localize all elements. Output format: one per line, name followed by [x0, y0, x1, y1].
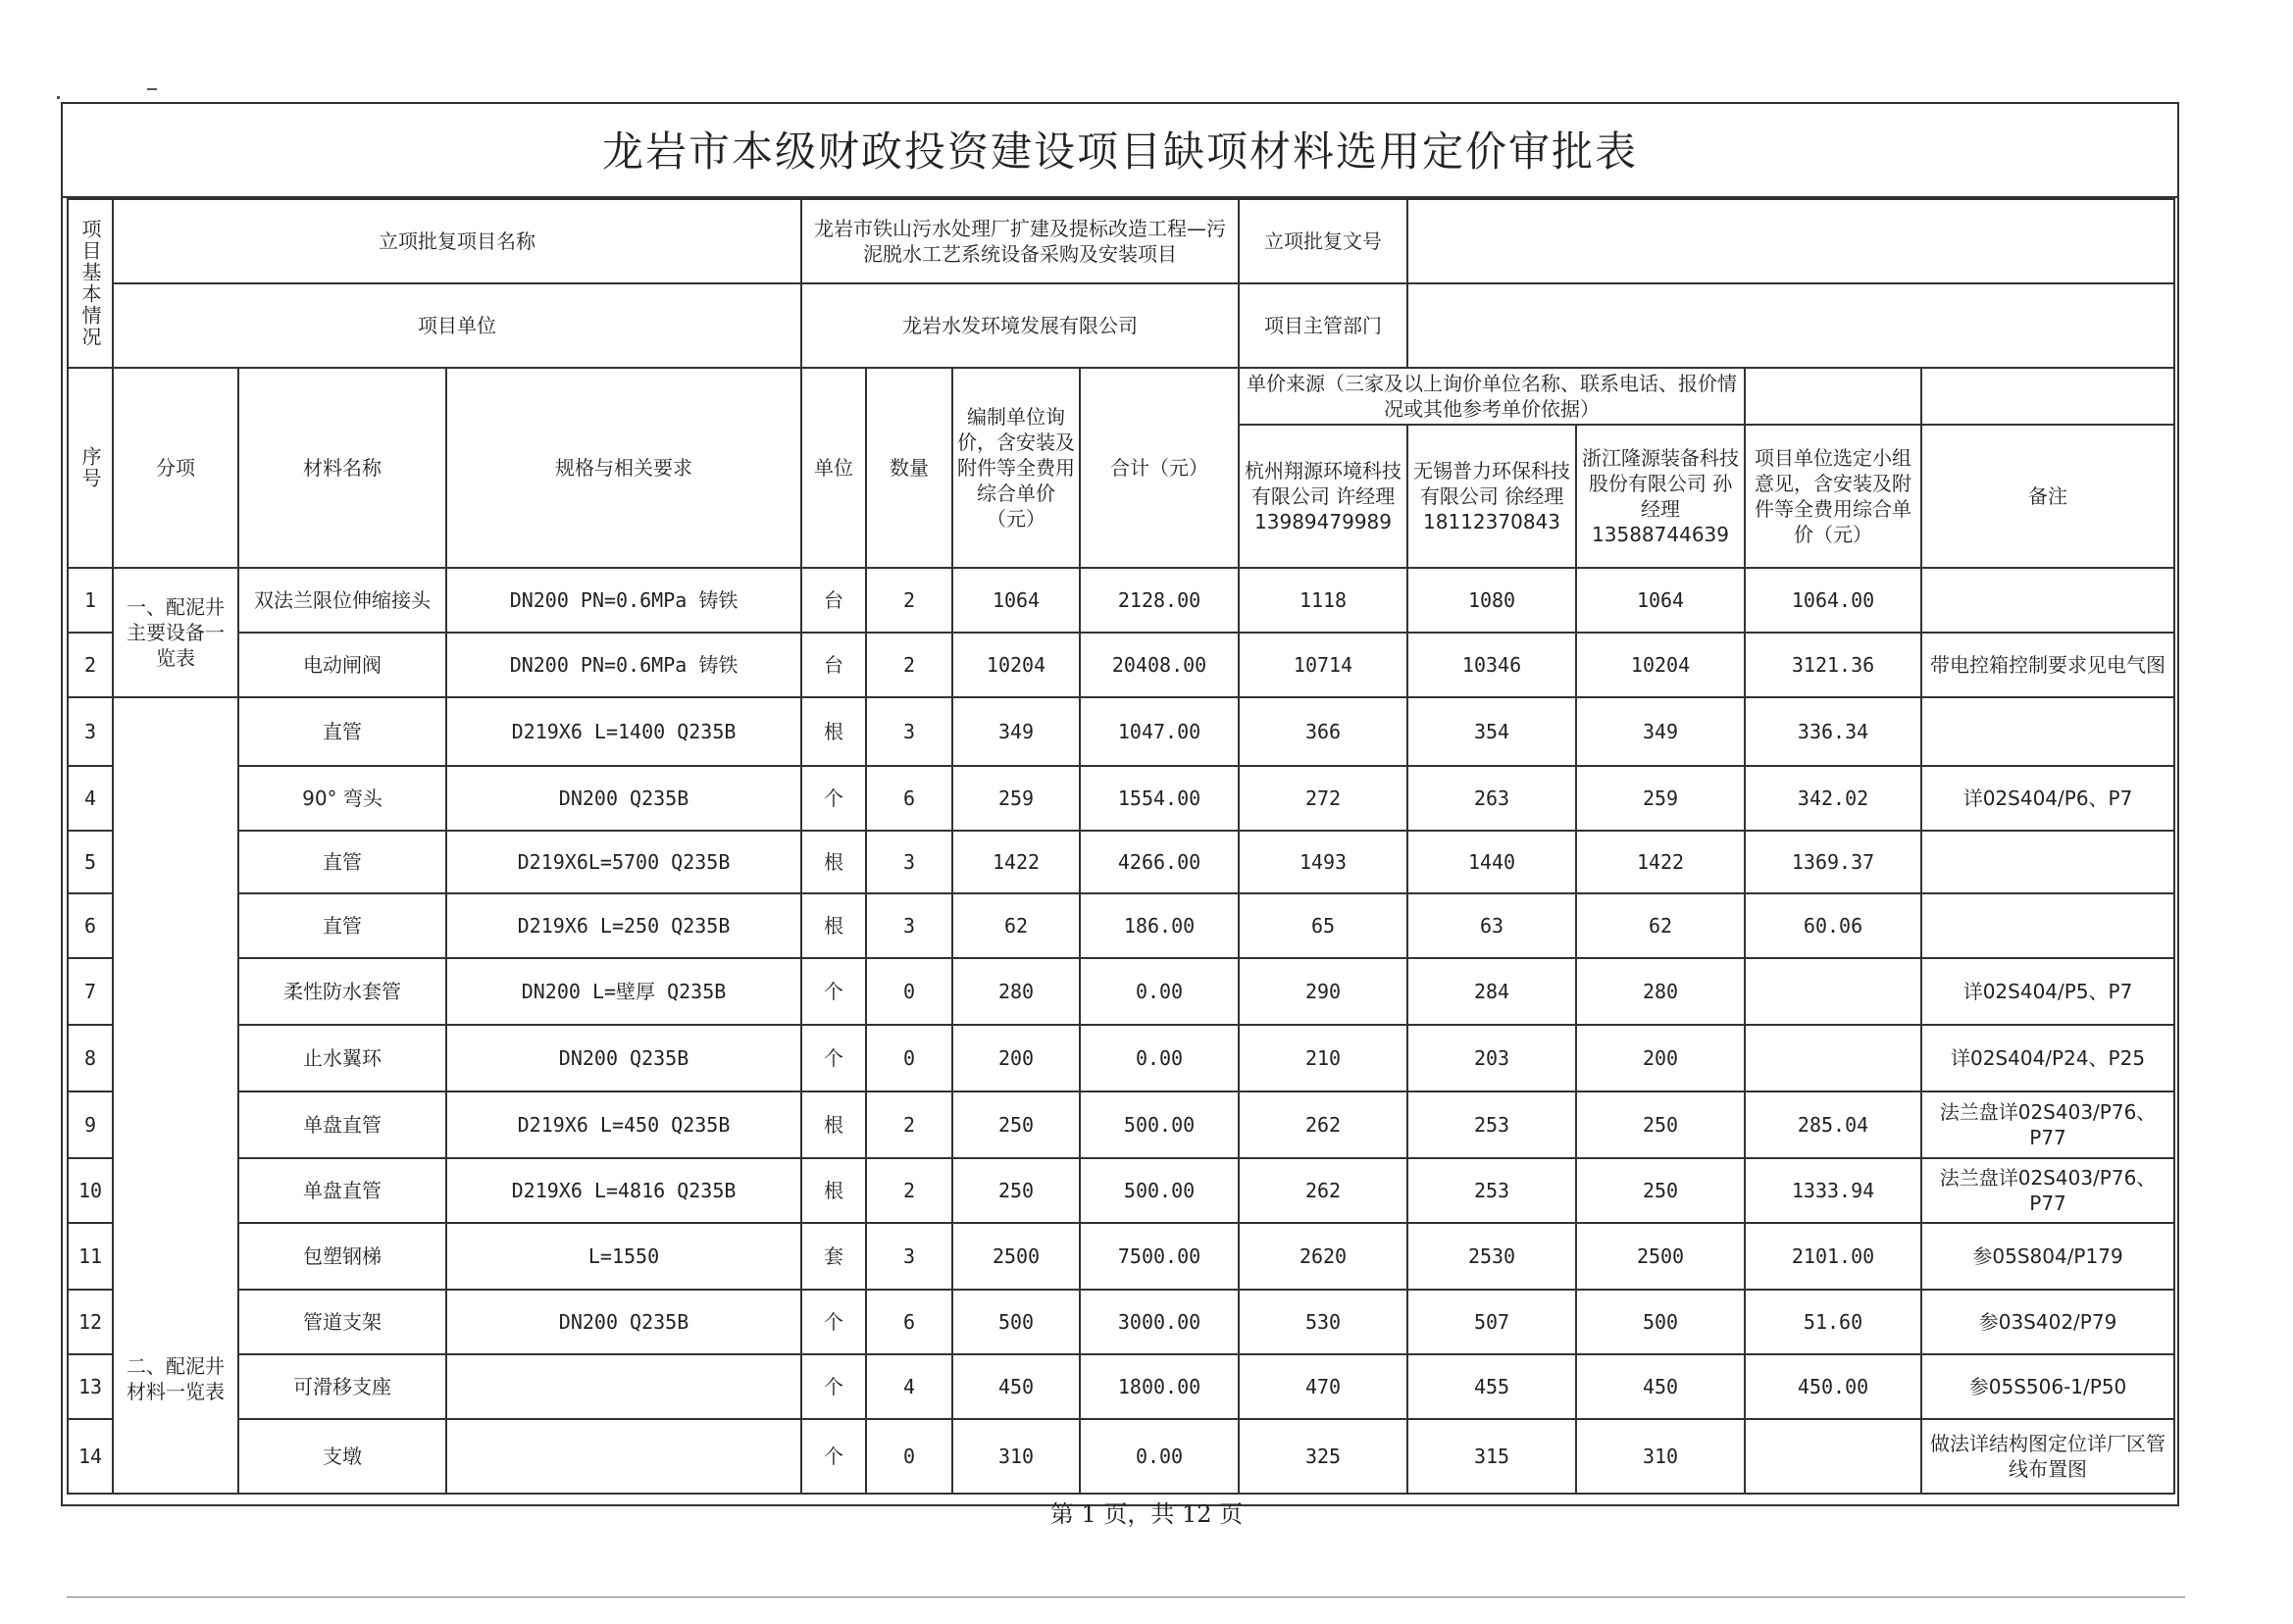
- seq-cell: 14: [68, 1419, 113, 1494]
- material-cell: 电动闸阀: [238, 633, 446, 697]
- header-supplier-1: 杭州翔源环境科技有限公司 许经理 13989479989: [1239, 425, 1407, 568]
- header-compile-price: 编制单位询价，含安装及附件等全费用综合单价（元）: [952, 368, 1080, 568]
- table-row: [68, 766, 2174, 831]
- supplier-3-price: 1064: [1576, 568, 1745, 633]
- table-row: [68, 893, 2174, 958]
- spec-cell: DN200 Q235B: [446, 766, 801, 831]
- spec-cell: DN200 Q235B: [446, 1025, 801, 1091]
- compile-price-cell: 310: [952, 1419, 1080, 1494]
- material-cell: 止水翼环: [238, 1025, 446, 1091]
- compile-price-cell: 500: [952, 1290, 1080, 1354]
- remark-cell: 带电控箱控制要求见电气图: [1921, 633, 2174, 697]
- table-row: [68, 1223, 2174, 1290]
- material-cell: 单盘直管: [238, 1158, 446, 1223]
- table-row: [68, 1290, 2174, 1354]
- header-selected-top: [1745, 368, 1921, 425]
- unit-cell: 个: [801, 958, 866, 1025]
- supplier-3-price: 280: [1576, 958, 1745, 1025]
- supplier-1-price: 1118: [1239, 568, 1407, 633]
- qty-cell: 2: [866, 633, 952, 697]
- unit-cell: 个: [801, 1025, 866, 1091]
- remark-cell: 参05S506-1/P50: [1921, 1354, 2174, 1419]
- table-row: [68, 1091, 2174, 1158]
- selected-price-cell: 1333.94: [1745, 1158, 1921, 1223]
- supplier-1-price: 65: [1239, 893, 1407, 958]
- table-row: [68, 1354, 2174, 1419]
- total-cell: 4266.00: [1080, 831, 1239, 893]
- page-footer: 第 1 页，共 12 页: [1049, 1500, 1244, 1528]
- compile-price-cell: 10204: [952, 633, 1080, 697]
- supplier-2-price: 1080: [1407, 568, 1576, 633]
- dept-value: [1407, 283, 2174, 368]
- seq-cell: 9: [68, 1091, 113, 1158]
- header-seq: 序号: [68, 368, 113, 568]
- supplier-3-price: 62: [1576, 893, 1745, 958]
- selected-price-cell: 51.60: [1745, 1290, 1921, 1354]
- unit-cell: 根: [801, 1091, 866, 1158]
- seq-cell: 3: [68, 697, 113, 766]
- table-row: [68, 1025, 2174, 1091]
- supplier-1-price: 366: [1239, 697, 1407, 766]
- remark-cell: 法兰盘详02S403/P76、P77: [1921, 1091, 2174, 1158]
- remark-cell: [1921, 893, 2174, 958]
- header-remark: 备注: [1921, 425, 2174, 568]
- category-cell: 一、配泥井主要设备一览表: [113, 568, 238, 697]
- supplier-3-price: 500: [1576, 1290, 1745, 1354]
- material-cell: 直管: [238, 831, 446, 893]
- remark-cell: 详02S404/P6、P7: [1921, 766, 2174, 831]
- supplier-3-price: 2500: [1576, 1223, 1745, 1290]
- seq-cell: 2: [68, 633, 113, 697]
- qty-cell: 0: [866, 1419, 952, 1494]
- supplier-2-price: 315: [1407, 1419, 1576, 1494]
- table-row: [68, 697, 2174, 766]
- project-unit-label: 项目单位: [113, 283, 801, 368]
- supplier-3-price: 250: [1576, 1091, 1745, 1158]
- seq-cell: 11: [68, 1223, 113, 1290]
- qty-cell: 4: [866, 1354, 952, 1419]
- spec-cell: L=1550: [446, 1223, 801, 1290]
- total-cell: 1800.00: [1080, 1354, 1239, 1419]
- total-cell: 20408.00: [1080, 633, 1239, 697]
- dept-label: 项目主管部门: [1239, 283, 1407, 368]
- material-cell: 支墩: [238, 1419, 446, 1494]
- basic-row-unit: [68, 283, 2174, 368]
- header-remark-top: [1921, 368, 2174, 425]
- table-row: [68, 831, 2174, 893]
- scan-mark: [57, 96, 60, 99]
- seq-cell: 12: [68, 1290, 113, 1354]
- selected-price-cell: 60.06: [1745, 893, 1921, 958]
- unit-cell: 台: [801, 568, 866, 633]
- remark-cell: 详02S404/P24、P25: [1921, 1025, 2174, 1091]
- header-category: 分项: [113, 368, 238, 568]
- total-cell: 0.00: [1080, 1419, 1239, 1494]
- spec-cell: DN200 PN=0.6MPa 铸铁: [446, 568, 801, 633]
- spec-cell: D219X6 L=450 Q235B: [446, 1091, 801, 1158]
- header-unit: 单位: [801, 368, 866, 568]
- unit-cell: 套: [801, 1223, 866, 1290]
- qty-cell: 3: [866, 893, 952, 958]
- material-cell: 可滑移支座: [238, 1354, 446, 1419]
- supplier-2-price: 354: [1407, 697, 1576, 766]
- selected-price-cell: [1745, 958, 1921, 1025]
- compile-price-cell: 2500: [952, 1223, 1080, 1290]
- remark-cell: [1921, 831, 2174, 893]
- supplier-2-price: 2530: [1407, 1223, 1576, 1290]
- total-cell: 0.00: [1080, 958, 1239, 1025]
- remark-cell: 参05S804/P179: [1921, 1223, 2174, 1290]
- supplier-1-price: 10714: [1239, 633, 1407, 697]
- selected-price-cell: 285.04: [1745, 1091, 1921, 1158]
- seq-cell: 8: [68, 1025, 113, 1091]
- unit-cell: 根: [801, 893, 866, 958]
- supplier-1-price: 325: [1239, 1419, 1407, 1494]
- qty-cell: 2: [866, 1158, 952, 1223]
- supplier-2-price: 284: [1407, 958, 1576, 1025]
- project-name-label: 立项批复项目名称: [113, 199, 801, 283]
- approval-table: [67, 198, 2175, 1495]
- spec-cell: D219X6L=5700 Q235B: [446, 831, 801, 893]
- supplier-1-price: 272: [1239, 766, 1407, 831]
- unit-cell: 个: [801, 1419, 866, 1494]
- header-total: 合计（元）: [1080, 368, 1239, 568]
- spec-cell: D219X6 L=4816 Q235B: [446, 1158, 801, 1223]
- qty-cell: 6: [866, 766, 952, 831]
- supplier-3-price: 250: [1576, 1158, 1745, 1223]
- total-cell: 186.00: [1080, 893, 1239, 958]
- total-cell: 2128.00: [1080, 568, 1239, 633]
- total-cell: 500.00: [1080, 1091, 1239, 1158]
- spec-cell: [446, 1354, 801, 1419]
- scan-mark: [147, 88, 157, 90]
- header-supplier-2: 无锡普力环保科技有限公司 徐经理 18112370843: [1407, 425, 1576, 568]
- table-row: [68, 958, 2174, 1025]
- qty-cell: 6: [866, 1290, 952, 1354]
- table-row: [68, 1419, 2174, 1494]
- supplier-3-price: 200: [1576, 1025, 1745, 1091]
- supplier-1-price: 2620: [1239, 1223, 1407, 1290]
- remark-cell: 参03S402/P79: [1921, 1290, 2174, 1354]
- seq-cell: 10: [68, 1158, 113, 1223]
- material-cell: 双法兰限位伸缩接头: [238, 568, 446, 633]
- supplier-1-price: 290: [1239, 958, 1407, 1025]
- spec-cell: D219X6 L=250 Q235B: [446, 893, 801, 958]
- compile-price-cell: 259: [952, 766, 1080, 831]
- compile-price-cell: 349: [952, 697, 1080, 766]
- basic-section-label: 项目基本情况: [68, 199, 113, 368]
- supplier-3-price: 450: [1576, 1354, 1745, 1419]
- material-cell: 直管: [238, 697, 446, 766]
- seq-cell: 4: [68, 766, 113, 831]
- material-cell: 管道支架: [238, 1290, 446, 1354]
- total-cell: 500.00: [1080, 1158, 1239, 1223]
- seq-cell: 6: [68, 893, 113, 958]
- bottom-rule: [67, 1597, 2185, 1598]
- form-title: 龙岩市本级财政投资建设项目缺项材料选用定价审批表: [61, 102, 2179, 198]
- selected-price-cell: 336.34: [1745, 697, 1921, 766]
- project-unit-value: 龙岩水发环境发展有限公司: [801, 283, 1239, 368]
- project-name-value: 龙岩市铁山污水处理厂扩建及提标改造工程—污泥脱水工艺系统设备采购及安装项目: [801, 199, 1239, 283]
- table-row: [68, 568, 2174, 633]
- unit-cell: 根: [801, 697, 866, 766]
- material-cell: 90° 弯头: [238, 766, 446, 831]
- seq-cell: 7: [68, 958, 113, 1025]
- spec-cell: DN200 PN=0.6MPa 铸铁: [446, 633, 801, 697]
- selected-price-cell: 3121.36: [1745, 633, 1921, 697]
- qty-cell: 2: [866, 1091, 952, 1158]
- header-qty: 数量: [866, 368, 952, 568]
- compile-price-cell: 1422: [952, 831, 1080, 893]
- qty-cell: 3: [866, 1223, 952, 1290]
- spec-cell: DN200 L=壁厚 Q235B: [446, 958, 801, 1025]
- selected-price-cell: 342.02: [1745, 766, 1921, 831]
- supplier-2-price: 455: [1407, 1354, 1576, 1419]
- supplier-3-price: 310: [1576, 1419, 1745, 1494]
- selected-price-cell: [1745, 1025, 1921, 1091]
- qty-cell: 0: [866, 958, 952, 1025]
- spec-cell: D219X6 L=1400 Q235B: [446, 697, 801, 766]
- remark-cell: [1921, 697, 2174, 766]
- total-cell: 3000.00: [1080, 1290, 1239, 1354]
- supplier-1-price: 470: [1239, 1354, 1407, 1419]
- supplier-1-price: 262: [1239, 1158, 1407, 1223]
- remark-cell: [1921, 568, 2174, 633]
- remark-cell: 做法详结构图定位详厂区管线布置图: [1921, 1419, 2174, 1494]
- approval-no-label: 立项批复文号: [1239, 199, 1407, 283]
- total-cell: 7500.00: [1080, 1223, 1239, 1290]
- compile-price-cell: 1064: [952, 568, 1080, 633]
- table-row: [68, 1158, 2174, 1223]
- qty-cell: 3: [866, 831, 952, 893]
- unit-cell: 根: [801, 831, 866, 893]
- supplier-2-price: 507: [1407, 1290, 1576, 1354]
- header-row-1: [68, 368, 2174, 425]
- supplier-1-price: 210: [1239, 1025, 1407, 1091]
- supplier-3-price: 1422: [1576, 831, 1745, 893]
- selected-price-cell: 1064.00: [1745, 568, 1921, 633]
- selected-price-cell: 2101.00: [1745, 1223, 1921, 1290]
- unit-cell: 台: [801, 633, 866, 697]
- qty-cell: 2: [866, 568, 952, 633]
- compile-price-cell: 450: [952, 1354, 1080, 1419]
- supplier-2-price: 10346: [1407, 633, 1576, 697]
- supplier-1-price: 262: [1239, 1091, 1407, 1158]
- header-source: 单价来源（三家及以上询价单位名称、联系电话、报价情况或其他参考单价依据）: [1239, 368, 1745, 425]
- total-cell: 0.00: [1080, 1025, 1239, 1091]
- basic-row-name: [68, 199, 2174, 283]
- unit-cell: 根: [801, 1158, 866, 1223]
- header-spec: 规格与相关要求: [446, 368, 801, 568]
- approval-no-value: [1407, 199, 2174, 283]
- header-supplier-3: 浙江隆源装备科技股份有限公司 孙经理 13588744639: [1576, 425, 1745, 568]
- supplier-2-price: 63: [1407, 893, 1576, 958]
- seq-cell: 5: [68, 831, 113, 893]
- seq-cell: 1: [68, 568, 113, 633]
- supplier-3-price: 10204: [1576, 633, 1745, 697]
- supplier-3-price: 259: [1576, 766, 1745, 831]
- supplier-2-price: 253: [1407, 1091, 1576, 1158]
- compile-price-cell: 250: [952, 1091, 1080, 1158]
- qty-cell: 0: [866, 1025, 952, 1091]
- supplier-3-price: 349: [1576, 697, 1745, 766]
- compile-price-cell: 250: [952, 1158, 1080, 1223]
- unit-cell: 个: [801, 766, 866, 831]
- supplier-2-price: 253: [1407, 1158, 1576, 1223]
- selected-price-cell: 1369.37: [1745, 831, 1921, 893]
- supplier-1-price: 530: [1239, 1290, 1407, 1354]
- compile-price-cell: 280: [952, 958, 1080, 1025]
- material-cell: 直管: [238, 893, 446, 958]
- material-cell: 包塑钢梯: [238, 1223, 446, 1290]
- material-cell: 单盘直管: [238, 1091, 446, 1158]
- qty-cell: 3: [866, 697, 952, 766]
- spec-cell: DN200 Q235B: [446, 1290, 801, 1354]
- total-cell: 1554.00: [1080, 766, 1239, 831]
- supplier-2-price: 203: [1407, 1025, 1576, 1091]
- spec-cell: [446, 1419, 801, 1494]
- selected-price-cell: 450.00: [1745, 1354, 1921, 1419]
- selected-price-cell: [1745, 1419, 1921, 1494]
- unit-cell: 个: [801, 1354, 866, 1419]
- table-row: [68, 633, 2174, 697]
- total-cell: 1047.00: [1080, 697, 1239, 766]
- header-selected-price: 项目单位选定小组意见，含安装及附件等全费用综合单价（元）: [1745, 425, 1921, 568]
- supplier-2-price: 263: [1407, 766, 1576, 831]
- remark-cell: 法兰盘详02S403/P76、P77: [1921, 1158, 2174, 1223]
- unit-cell: 个: [801, 1290, 866, 1354]
- supplier-1-price: 1493: [1239, 831, 1407, 893]
- compile-price-cell: 62: [952, 893, 1080, 958]
- header-material: 材料名称: [238, 368, 446, 568]
- material-cell: 柔性防水套管: [238, 958, 446, 1025]
- category-cell: 二、配泥井材料一览表: [113, 697, 238, 1494]
- supplier-2-price: 1440: [1407, 831, 1576, 893]
- compile-price-cell: 200: [952, 1025, 1080, 1091]
- remark-cell: 详02S404/P5、P7: [1921, 958, 2174, 1025]
- seq-cell: 13: [68, 1354, 113, 1419]
